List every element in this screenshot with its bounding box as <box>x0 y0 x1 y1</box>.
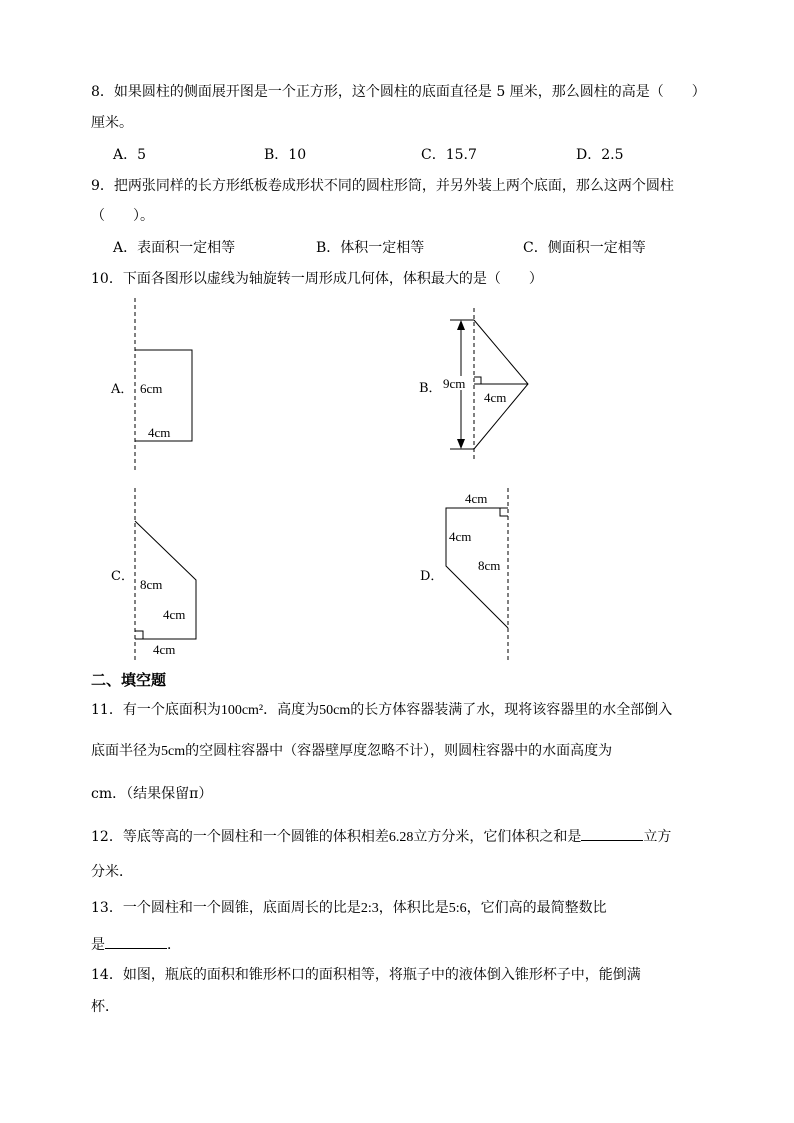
q14-text-line2: 杯． <box>91 999 119 1015</box>
q9-option-a: A．表面积一定相等 <box>113 240 236 256</box>
q12-part-c: 立方分米，它们体积之和是 <box>413 829 582 845</box>
figure-c-bottom: 4cm <box>153 642 176 657</box>
figure-d <box>420 488 508 662</box>
figure-c <box>111 488 196 662</box>
q9-option-c: C．侧面积一定相等 <box>523 240 646 256</box>
figure-a-label: A． <box>111 382 134 397</box>
q9-option-b: B．体积一定相等 <box>316 240 425 256</box>
figure-c-slant: 8cm <box>140 577 163 592</box>
figure-c-side: 4cm <box>163 607 186 622</box>
figure-c-label: C． <box>111 569 134 584</box>
figure-b-label: B． <box>419 381 442 396</box>
q13-ratio1: 2:3 <box>360 901 379 916</box>
figure-d-top: 4cm <box>465 491 488 506</box>
q13-part-e: ，它们高的最简整数比 <box>466 900 607 916</box>
section-fill-in-title: 二、填空题 <box>91 671 167 689</box>
q11-height: 50cm <box>319 703 351 718</box>
figure-b-height: 9cm <box>443 376 466 391</box>
figure-a-width: 4cm <box>148 425 171 440</box>
q12-text-line2: 分米． <box>91 864 133 880</box>
figure-b-width: 4cm <box>484 390 507 405</box>
q12-part-a: 12．等底等高的一个圆柱和一个圆锥的体积相差 <box>91 829 389 845</box>
q11-part-c: ．高度为 <box>263 702 320 718</box>
q12-diff: 6.28 <box>388 830 414 845</box>
figure-d-slant: 8cm <box>478 558 501 573</box>
q11-text-line1 <box>91 700 672 721</box>
q9-text-line2: （ ）。 <box>91 208 154 224</box>
q13-text-line2 <box>91 934 181 955</box>
q10-text: 10．下面各图形以虚线为轴旋转一周形成几何体，体积最大的是（ ） <box>91 271 543 287</box>
q11-part-e: 的长方体容器装满了水，现将该容器里的水全部倒入 <box>350 702 673 718</box>
q8-option-c: C．15.7 <box>421 147 477 163</box>
q11-part-h: 的空圆柱容器中（容器壁厚度忽略不计），则圆柱容器中的水面高度为 <box>185 743 613 759</box>
q8-option-d: D．2.5 <box>576 147 624 163</box>
q14-text-line1: 14．如图，瓶底的面积和锥形杯口的面积相等，将瓶子中的液体倒入锥形杯子中，能倒满 <box>91 967 641 983</box>
q13-part-c: ，体积比是 <box>378 900 449 916</box>
q11-part-f: 底面半径为 <box>91 743 161 759</box>
q9-text-line1: 9．把两张同样的长方形纸板卷成形状不同的圆柱形筒，并另外装上两个底面，那么这两个圆柱 <box>91 178 674 194</box>
q13-text-line1 <box>91 898 607 919</box>
q11-area: 100cm² <box>220 703 264 718</box>
q12-text-line1 <box>91 826 671 848</box>
q8-option-b: B．10 <box>264 147 307 163</box>
q11-text-line3: cm．（结果保留π） <box>91 786 213 802</box>
q11-text-line2 <box>91 741 612 762</box>
q13-ratio2: 5:6 <box>448 901 467 916</box>
q12-part-d: 立方 <box>643 829 672 845</box>
figure-a <box>110 298 192 470</box>
figure-b <box>419 308 528 462</box>
q13-part-a: 13．一个圆柱和一个圆锥，底面周长的比是 <box>91 900 361 916</box>
figure-a-height: 6cm <box>140 381 163 396</box>
figure-d-side: 4cm <box>449 529 472 544</box>
q13-part-g: ． <box>167 937 181 953</box>
q8-text-line1: 8．如果圆柱的侧面展开图是一个正方形，这个圆柱的底面直径是 5 厘米，那么圆柱的高是（ ） <box>91 84 706 100</box>
q8-option-a: A．5 <box>113 147 147 163</box>
q11-radius: 5cm <box>161 744 186 759</box>
figure-d-label: D． <box>420 569 444 584</box>
q13-part-f: 是 <box>91 937 105 953</box>
q11-part-a: 11．有一个底面积为 <box>91 702 221 718</box>
q12-answer-blank[interactable] <box>581 826 643 841</box>
q10-figures <box>0 290 794 670</box>
q13-answer-blank[interactable] <box>105 934 167 949</box>
q8-text-line2: 厘米。 <box>91 115 133 131</box>
